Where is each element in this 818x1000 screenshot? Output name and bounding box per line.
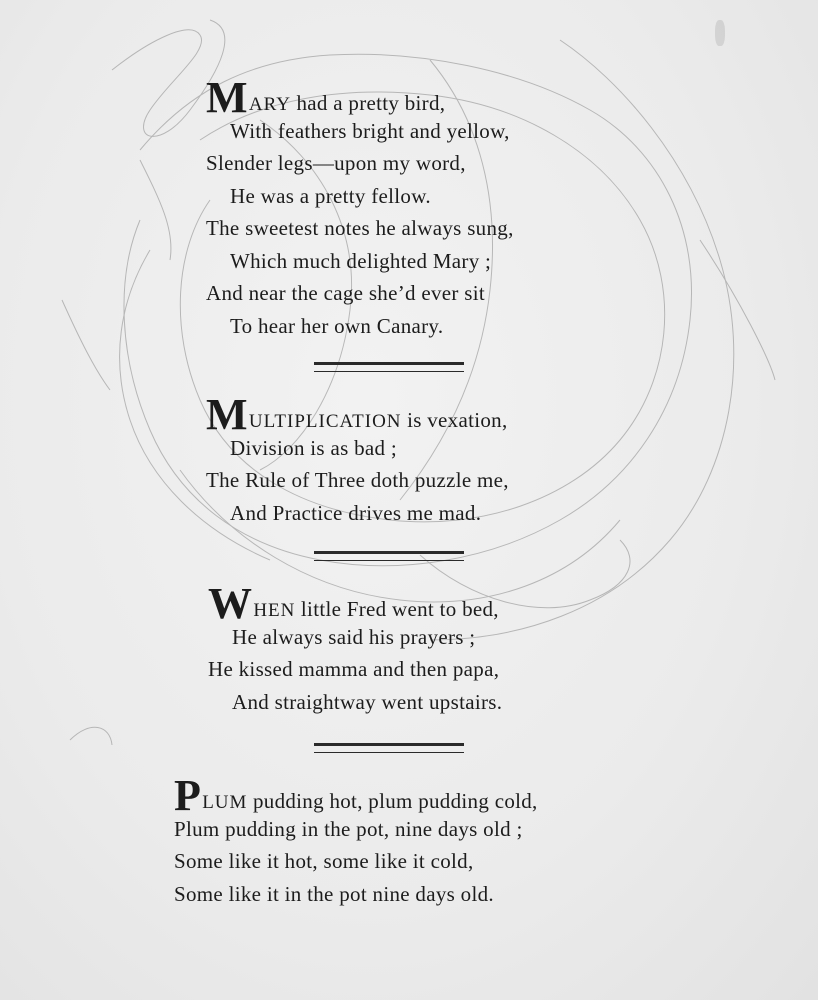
line-text: little Fred went to bed,: [295, 597, 499, 621]
rhyme-line: Slender legs—upon my word,: [206, 151, 466, 175]
rhyme-plum-pudding: [174, 771, 538, 910]
line-text: pudding hot, plum pudding cold,: [247, 789, 538, 813]
drop-cap-letter: W: [208, 579, 253, 628]
rhyme-line: The Rule of Three doth puzzle me,: [206, 468, 509, 492]
rhyme-line: [206, 73, 514, 122]
lead-word: HEN: [253, 600, 296, 621]
lead-word: ARY: [248, 94, 291, 115]
line-text: is vexation,: [401, 408, 508, 432]
rhyme-line: And near the cage she’d ever sit: [206, 281, 485, 305]
rhyme-line: Division is as bad ;: [230, 435, 397, 460]
rhyme-line: Which much delighted Mary ;: [230, 248, 492, 273]
rhyme-multiplication: [206, 390, 509, 529]
lead-word: LUM: [202, 792, 248, 813]
rhyme-line: He always said his prayers ;: [232, 624, 476, 649]
drop-cap-letter: M: [206, 390, 248, 439]
rhyme-line: Some like it in the pot nine days old.: [174, 881, 494, 906]
rhyme-line: He was a pretty fellow.: [230, 183, 431, 208]
rhyme-line: He kissed mamma and then papa,: [208, 657, 500, 681]
rhyme-line: [174, 771, 538, 820]
rhyme-mary-had-a-pretty-bird: [206, 73, 514, 342]
rhyme-line: With feathers bright and yellow,: [230, 118, 510, 143]
drop-cap-letter: P: [174, 771, 202, 820]
rhyme-line: Some like it hot, some like it cold,: [174, 849, 474, 873]
section-divider: [314, 362, 464, 372]
rhyme-when-little-fred: [208, 579, 503, 718]
rhyme-line: [208, 579, 502, 628]
rhyme-line: And straightway went upstairs.: [232, 689, 503, 714]
rhyme-line: [206, 390, 509, 439]
lead-word: ULTIPLICATION: [248, 411, 402, 432]
rhyme-line: Plum pudding in the pot, nine days old ;: [174, 816, 523, 841]
rhyme-line: The sweetest notes he always sung,: [206, 216, 514, 240]
drop-cap-letter: M: [206, 73, 248, 122]
rhyme-line: And Practice drives me mad.: [230, 500, 482, 525]
line-text: had a pretty bird,: [290, 91, 446, 115]
rhyme-line: To hear her own Canary.: [230, 313, 444, 338]
section-divider: [314, 743, 464, 753]
ink-blot: [715, 20, 725, 46]
section-divider: [314, 551, 464, 561]
